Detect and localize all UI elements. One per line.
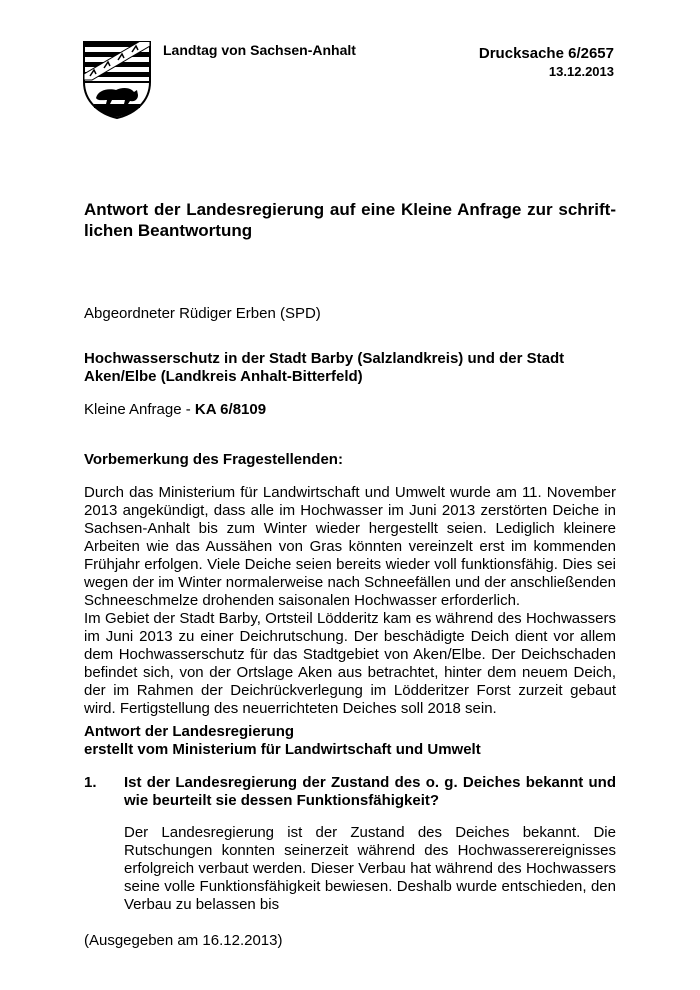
prelim-heading: Vorbemerkung des Fragestellenden: [84, 451, 343, 468]
author-line: Abgeordneter Rüdiger Erben (SPD) [84, 305, 321, 322]
coat-of-arms-icon [82, 40, 152, 120]
subject-title: Hochwasserschutz in der Stadt Barby (Salzlandkreis) und der Stadt Aken/Elbe (Landkreis Anhalt-Bitterfeld) [84, 350, 565, 385]
prelim-paragraph-1: Durch das Ministerium für Landwirtschaft und Umwelt wurde am 11. November 2013 angekündigt, dass alle im Hochwasser im Juni 2013 zerstörten Deiche in Sachsen-Anhalt bis zum Winter wieder hergestellt seien. Lediglich kleinere Arbeiten wie das Aussähen von Gras könnten vereinzelt erst im kommenden Frühjahr erfolgen. Viele Deiche seien bereits wieder voll funktionsfähig. Dies sei wegen der im Winter normalerweise nach Schneefällen und der anschließenden Schneeschmelze drohenden saisonalen Hochwasser erforderlich. [84, 484, 616, 609]
drucksache-date: 13.12.2013 [548, 64, 614, 79]
prelim-text [84, 484, 616, 718]
issuer-name: Landtag von Sachsen-Anhalt [163, 42, 356, 58]
inquiry-number: KA 6/8109 [194, 401, 267, 418]
inquiry-reference [84, 401, 266, 419]
inquiry-prefix: Kleine Anfrage - [84, 401, 195, 418]
answer-text: Der Landesregierung ist der Zustand des Deiches bekannt. Die Rutschungen konnten seinerzeit während des Hochwasserereignisses erfolgreich verbaut werden. Dieser Verbau hat während des Hochwassers seine volle Funktionsfähigkeit bewiesen. Deshalb wurde entschieden, den Verbau zu belassen bis [124, 824, 616, 913]
document-title: Antwort der Landesregierung auf eine Kleine Anfrage zur schriftlichen Beantwortung [84, 200, 616, 240]
drucksache-block [479, 45, 614, 80]
drucksache-number: Drucksache 6/2657 [478, 45, 614, 62]
issued-date: (Ausgegeben am 16.12.2013) [84, 932, 283, 949]
answer-heading-line-2: erstellt vom Ministerium für Landwirtschaft und Umwelt [84, 741, 481, 758]
answer-heading-line-1: Antwort der Landesregierung [84, 723, 295, 740]
question-number: 1. [84, 774, 97, 791]
question-text: Ist der Landesregierung der Zustand des o. g. Deiches bekannt und wie beurteilt sie dessen Funktionsfähigkeit? [124, 774, 616, 809]
prelim-paragraph-2: Im Gebiet der Stadt Barby, Ortsteil Lödderitz kam es während des Hochwassers im Juni 2013 zu einer Deichrutschung. Der beschädigte Deich dient vor allem dem Hochwasserschutz für das Stadtgebiet von Aken/Elbe. Der Deichschaden befindet sich, von der Ortslage Aken aus betrachtet, hinter dem neuem Deich, der im Rahmen der Deichrückverlegung im Lödderitzer Forst zurzeit gebaut wird. Fertigstellung des neuerrichteten Deiches soll 2018 sein. [84, 610, 616, 717]
answer-heading [84, 723, 624, 759]
